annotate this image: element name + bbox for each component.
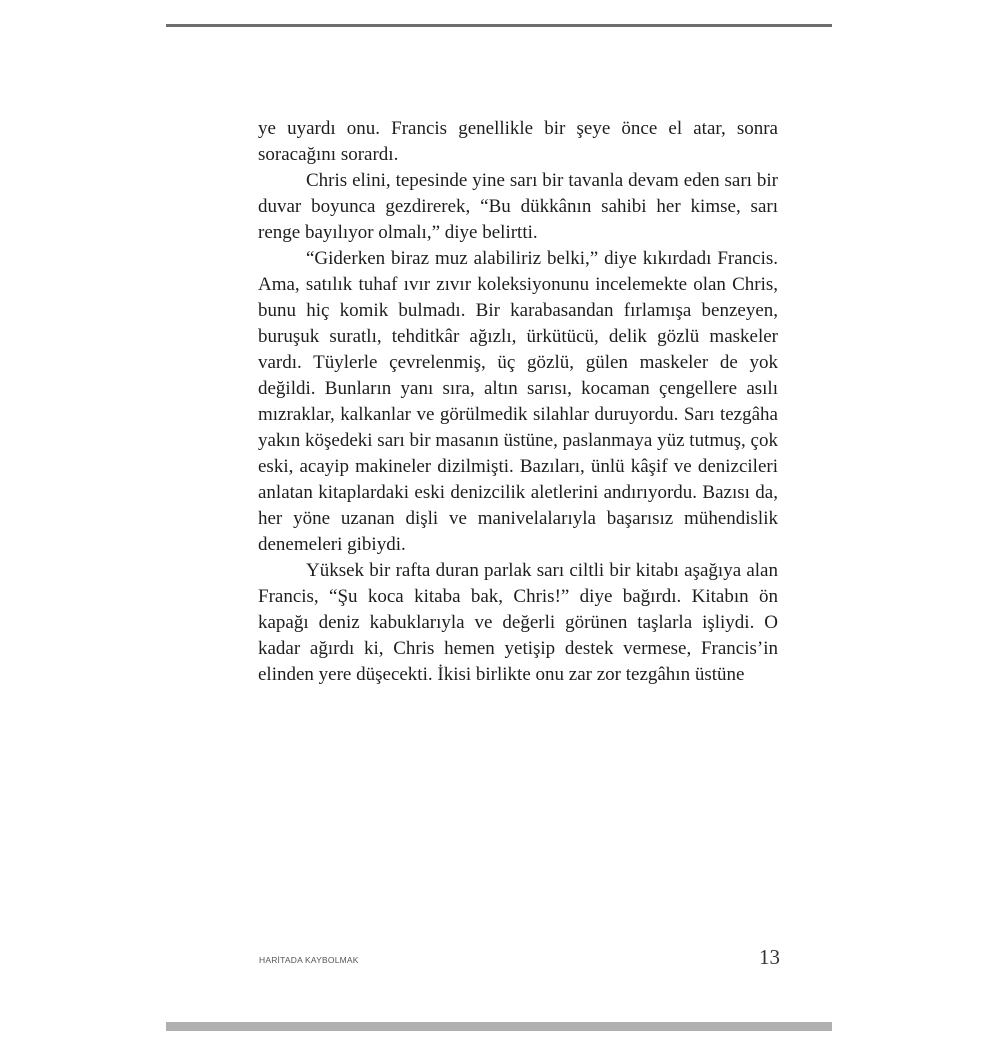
page-number: 13 [759, 945, 780, 969]
paragraph-4: Yüksek bir rafta duran parlak sarı ciltli bir kitabı aşağıya alan Francis, “Şu koca kitaba bak, Chris!” diye bağırdı. Kitabın ön kapağı deniz kabuklarıyla ve değerli görünen taşlarla işliydi. O kadar ağırdı ki, Chris hemen yetişip destek vermese, Francis’in elinden yere düşecekti. İkisi birlikte onu zar zor tezgâhın üstüne [258, 560, 778, 685]
paragraph-2: Chris elini, tepesinde yine sarı bir tavanla devam eden sarı bir duvar boyunca gezdirerek, “Bu dükkânın sahibi her kimse, sarı renge bayılıyor olmalı,” diye belirtti. [258, 170, 778, 243]
paragraph-3: “Giderken biraz muz alabiliriz belki,” diye kıkırdadı Francis. Ama, satılık tuhaf ıvır zıvır koleksiyonunu incelemekte olan Chris, bunu hiç komik bulmadı. Bir karabasandan fırlamışa benzeyen, buruşuk suratlı, tehditkâr ağızlı, ürkütücü, delik gözlü maskeler vardı. Tüylerle çevrelenmiş, üç gözlü, gülen maskeler de yok değildi. Bunların yanı sıra, altın sarısı, kocaman çengellere asılı mızraklar, kalkanlar ve görülmedik silahlar duruyordu. Sarı tezgâha yakın köşedeki sarı bir masanın üstüne, paslanmaya yüz tutmuş, çok eski, acayip makineler dizilmişti. Bazıları, ünlü kâşif ve denizcileri anlatan kitaplardaki eski denizcilik aletlerini andırıyordu. Bazısı da, her yöne uzanan dişli ve manivelalarıyla başarısız mühendislik denemeleri gibiydi. [258, 248, 778, 555]
running-title: HARİTADA KAYBOLMAK [259, 955, 359, 965]
book-page-body [258, 116, 778, 688]
bottom-bar [166, 1022, 832, 1031]
paragraph-1: ye uyardı onu. Francis genellikle bir şeye önce el atar, sonra soracağını sorardı. [258, 118, 778, 165]
top-rule [166, 24, 832, 27]
